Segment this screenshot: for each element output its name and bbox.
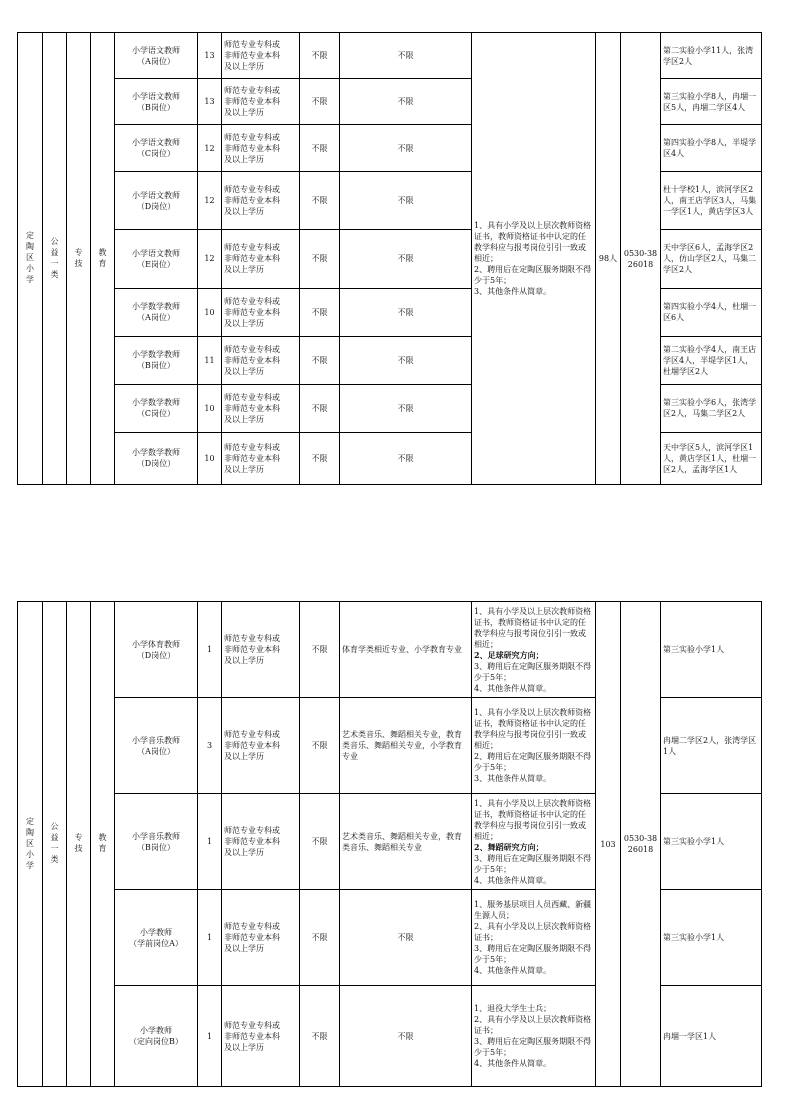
major-cell: 体育学类相近专业、小学教育专业 xyxy=(340,602,472,698)
degree-cell: 不限 xyxy=(300,986,340,1087)
post-cell: 小学语文教师 （D岗位） xyxy=(115,172,198,230)
total-count-cell: 103 xyxy=(596,602,621,1087)
post-cell: 小学音乐教师 （B岗位） xyxy=(115,794,198,890)
placement-cell: 第三实验小学8人，冉堌一区5人，冉堌二学区4人 xyxy=(661,79,762,125)
education-cell: 师范专业专科或 非师范专业本科 及以上学历 xyxy=(222,288,300,336)
post-cell: 小学数学教师 （D岗位） xyxy=(115,432,198,484)
degree-cell: 不限 xyxy=(300,698,340,794)
placement-cell: 第三实验小学1人 xyxy=(661,890,762,986)
count-cell: 10 xyxy=(198,288,222,336)
major-cell: 不限 xyxy=(340,288,472,336)
education-cell: 师范专业专科或 非师范专业本科 及以上学历 xyxy=(222,230,300,288)
count-cell: 12 xyxy=(198,125,222,172)
category-cell: 专技 xyxy=(67,602,91,1087)
count-cell: 3 xyxy=(198,698,222,794)
education-cell: 师范专业专科或 非师范专业本科 及以上学历 xyxy=(222,384,300,432)
education-cell: 师范专业专科或 非师范专业本科 及以上学历 xyxy=(222,79,300,125)
requirements-cell: 1、退役大学生士兵； 2、具有小学及以上层次教师资格证书； 3、聘用后在定陶区服务期限不得少于5年； 4、其他条件从简章。 xyxy=(472,986,596,1087)
count-cell: 12 xyxy=(198,230,222,288)
placement-cell: 第四实验小学8人，半堤学区4人 xyxy=(661,125,762,172)
requirements-cell xyxy=(472,794,596,890)
placement-cell: 天中学区5人，滨河学区1人，黄店学区1人，杜堌一区2人，孟海学区1人 xyxy=(661,432,762,484)
education-cell: 师范专业专科或 非师范专业本科 及以上学历 xyxy=(222,794,300,890)
post-cell: 小学数学教师 （B岗位） xyxy=(115,336,198,384)
requirement-highlight: 2、足球研究方向； xyxy=(474,649,544,660)
education-cell: 师范专业专科或 非师范专业本科 及以上学历 xyxy=(222,125,300,172)
education-cell: 师范专业专科或 非师范专业本科 及以上学历 xyxy=(222,336,300,384)
count-cell: 13 xyxy=(198,79,222,125)
education-cell: 师范专业专科或 非师范专业本科 及以上学历 xyxy=(222,172,300,230)
major-cell: 不限 xyxy=(340,384,472,432)
post-cell: 小学语文教师 （C岗位） xyxy=(115,125,198,172)
placement-cell: 第二实验小学11人，张湾学区2人 xyxy=(661,33,762,79)
degree-cell: 不限 xyxy=(300,432,340,484)
count-cell: 1 xyxy=(198,602,222,698)
count-cell: 1 xyxy=(198,794,222,890)
placement-cell: 第二实验小学4人，南王店学区4人，半堤学区1人，杜堌学区2人 xyxy=(661,336,762,384)
requirements-cell xyxy=(472,698,596,794)
degree-cell: 不限 xyxy=(300,288,340,336)
major-cell: 不限 xyxy=(340,986,472,1087)
table-row xyxy=(18,33,762,79)
requirements-cell xyxy=(472,602,596,698)
degree-cell: 不限 xyxy=(300,890,340,986)
education-cell: 师范专业专科或 非师范专业本科 及以上学历 xyxy=(222,698,300,794)
education-cell: 师范专业专科或 非师范专业本科 及以上学历 xyxy=(222,33,300,79)
table-row xyxy=(18,602,762,698)
placement-cell: 第四实验小学4人，杜堌一区6人 xyxy=(661,288,762,336)
nature-cell: 公益一类 xyxy=(43,33,67,485)
count-cell: 10 xyxy=(198,432,222,484)
placement-cell: 天中学区6人，孟海学区2人，仿山学区2人，马集二学区2人 xyxy=(661,230,762,288)
placement-cell: 第三实验小学6人，张湾学区2人，马集二学区2人 xyxy=(661,384,762,432)
type-cell: 教育 xyxy=(91,602,115,1087)
major-cell: 不限 xyxy=(340,432,472,484)
recruitment-table-1 xyxy=(17,32,762,485)
nature-cell: 公益一类 xyxy=(43,602,67,1087)
phone-cell: 0530-3826018 xyxy=(621,602,661,1087)
major-cell: 不限 xyxy=(340,33,472,79)
major-cell: 不限 xyxy=(340,230,472,288)
degree-cell: 不限 xyxy=(300,230,340,288)
requirement-text: 1、具有小学及以上层次教师资格证书，教师资格证书中认定的任教学科应与报考岗位引引一致或相近； xyxy=(474,708,592,750)
degree-cell: 不限 xyxy=(300,384,340,432)
requirements-cell: 1、服务基层项目人员西藏、新疆生源人员； 2、具有小学及以上层次教师资格证书； 3、聘用后在定陶区服务期限不得少于5年； 4、其他条件从简章。 xyxy=(472,890,596,986)
post-cell: 小学体育教师 （D岗位） xyxy=(115,602,198,698)
requirement-text: 3、聘用后在定陶区服务期限不得少于5年； 4、其他条件从简章。 xyxy=(474,853,592,885)
post-cell: 小学教师 （学前岗位A） xyxy=(115,890,198,986)
requirement-text: 1、具有小学及以上层次教师资格证书，教师资格证书中认定的任教学科应与报考岗位引引一致或相近； xyxy=(474,606,592,649)
degree-cell: 不限 xyxy=(300,79,340,125)
category-cell: 专技 xyxy=(67,33,91,485)
degree-cell: 不限 xyxy=(300,602,340,698)
major-cell: 艺术类音乐、舞蹈相关专业，教育类音乐、舞蹈相关专业，小学教育专业 xyxy=(340,698,472,794)
post-cell: 小学数学教师 （A岗位） xyxy=(115,288,198,336)
count-cell: 13 xyxy=(198,33,222,79)
major-cell: 不限 xyxy=(340,79,472,125)
degree-cell: 不限 xyxy=(300,336,340,384)
post-cell: 小学教师 （定向岗位B） xyxy=(115,986,198,1087)
post-cell: 小学音乐教师 （A岗位） xyxy=(115,698,198,794)
major-cell: 不限 xyxy=(340,890,472,986)
post-cell: 小学数学教师 （C岗位） xyxy=(115,384,198,432)
count-cell: 11 xyxy=(198,336,222,384)
degree-cell: 不限 xyxy=(300,125,340,172)
post-cell: 小学语文教师 （A岗位） xyxy=(115,33,198,79)
major-cell: 不限 xyxy=(340,172,472,230)
placement-cell: 第三实验小学1人 xyxy=(661,602,762,698)
major-cell: 不限 xyxy=(340,336,472,384)
major-cell: 艺术类音乐、舞蹈相关专业，教育类音乐、舞蹈相关专业 xyxy=(340,794,472,890)
placement-cell: 杜十学校1人，滨河学区2人，南王店学区3人，马集一学区1人，黄店学区3人 xyxy=(661,172,762,230)
phone-cell: 0530-3826018 xyxy=(621,33,661,485)
placement-cell: 冉堌二学区2人，张湾学区1人 xyxy=(661,698,762,794)
post-cell: 小学语文教师 （B岗位） xyxy=(115,79,198,125)
major-cell: 不限 xyxy=(340,125,472,172)
education-cell: 师范专业专科或 非师范专业本科 及以上学历 xyxy=(222,890,300,986)
requirements-cell: 1、具有小学及以上层次教师资格证书，教师资格证书中认定的任教学科应与报考岗位引引一致或相近； 2、聘用后在定陶区服务期限不得少于5年； 3、其他条件从简章。 xyxy=(472,33,596,485)
count-cell: 10 xyxy=(198,384,222,432)
education-cell: 师范专业专科或 非师范专业本科 及以上学历 xyxy=(222,432,300,484)
post-cell: 小学语文教师 （E岗位） xyxy=(115,230,198,288)
unit-cell: 定陶区小学 xyxy=(18,602,43,1087)
requirement-highlight: 2、舞蹈研究方向； xyxy=(474,841,544,852)
education-cell: 师范专业专科或 非师范专业本科 及以上学历 xyxy=(222,986,300,1087)
unit-cell: 定陶区小学 xyxy=(18,33,43,485)
type-cell: 教育 xyxy=(91,33,115,485)
total-count-cell: 98人 xyxy=(596,33,621,485)
placement-cell: 冉堌一学区1人 xyxy=(661,986,762,1087)
requirement-text: 3、聘用后在定陶区服务期限不得少于5年； 4、其他条件从简章。 xyxy=(474,661,592,693)
count-cell: 1 xyxy=(198,890,222,986)
degree-cell: 不限 xyxy=(300,33,340,79)
count-cell: 1 xyxy=(198,986,222,1087)
degree-cell: 不限 xyxy=(300,794,340,890)
requirement-text: 2、聘用后在定陶区服务期限不得少于5年； 3、其他条件从简章。 xyxy=(474,752,592,783)
recruitment-table-2 xyxy=(17,601,762,1087)
education-cell: 师范专业专科或 非师范专业本科 及以上学历 xyxy=(222,602,300,698)
requirement-text: 1、具有小学及以上层次教师资格证书，教师资格证书中认定的任教学科应与报考岗位引引一致或相近； xyxy=(474,798,592,841)
count-cell: 12 xyxy=(198,172,222,230)
placement-cell: 第三实验小学1人 xyxy=(661,794,762,890)
degree-cell: 不限 xyxy=(300,172,340,230)
